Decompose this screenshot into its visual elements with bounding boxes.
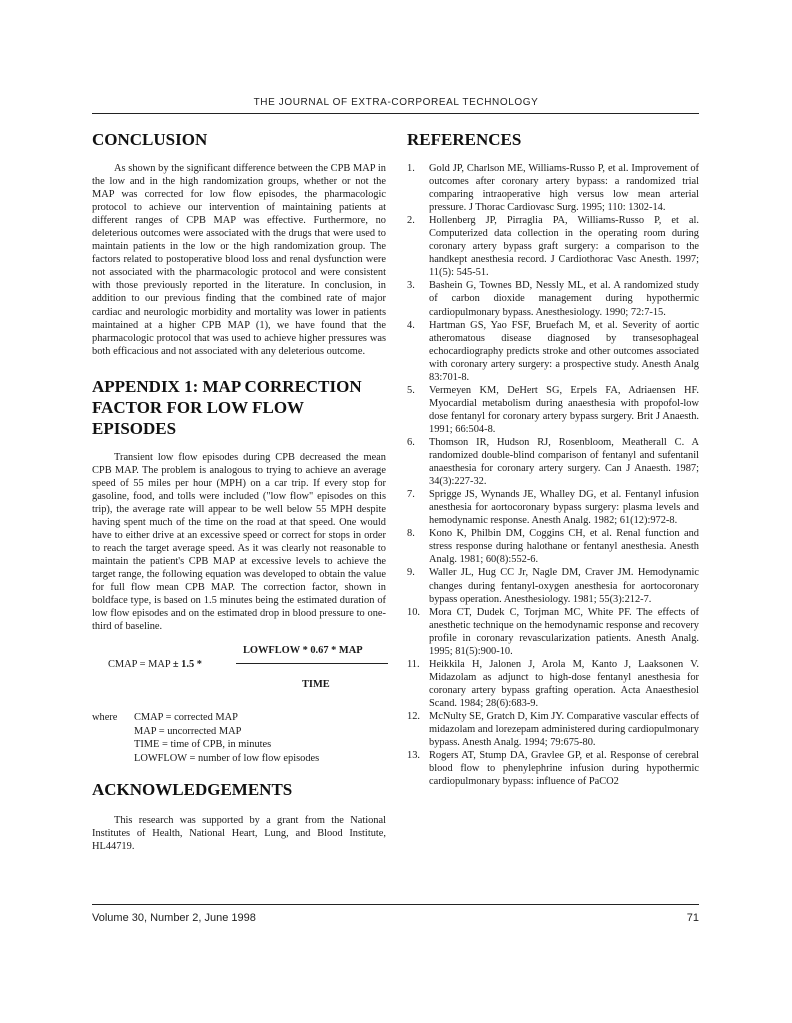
footer-page-number: 71: [686, 912, 699, 924]
acknowledgements-paragraph: This research was supported by a grant from the National Institutes of Health, National Heart, Lung, and Blood Institute, HL44719.: [92, 814, 386, 853]
reference-item: [407, 436, 699, 488]
reference-number: 10.: [407, 606, 420, 618]
footer-issue: Volume 30, Number 2, June 1998: [92, 912, 256, 924]
running-header: THE JOURNAL OF EXTRA-CORPOREAL TECHNOLOGY: [253, 97, 539, 108]
map-correction-formula: [92, 645, 386, 705]
formula-numerator: LOWFLOW * 0.67 * MAP: [243, 645, 363, 657]
conclusion-paragraph: As shown by the significant difference between the CPB MAP in the low and in the high randomization groups, whether or not the MAP was corrected for low flow episodes, the pharmacologic protocol to achieve our intervention of maintaining patients at different ranges of CPB MAP was effective. Furthermore, no deleterious outcomes were associated with the drugs that were used to maintain patients in the low or the high randomization group. The factors related to postoperative blood loss and renal dysfunction were not associated with the pharmacologic protocol and were consistent with those previously reported in the literature. In conclusion, in addition to our previous finding that the combined rate of major cardiac and neurologic morbidity and mortality was lower in patients maintained at a higher CPB MAP (1), we have found that the pharmacologic protocol that was used to achieve higher pressures was both efficacious and not associated with any deleterious outcome.: [92, 163, 386, 357]
reference-text: Rogers AT, Stump DA, Gravlee GP, et al. Response of cerebral blood flow to phenylephrine infusion during hypothermic cardiopulmonary bypass: influence of PaCO2: [429, 750, 699, 788]
definition-item: CMAP = corrected MAP: [134, 712, 238, 724]
conclusion-heading: CONCLUSION: [92, 130, 208, 149]
footer-rule: [92, 904, 699, 905]
formula-definitions: [92, 711, 386, 765]
reference-text: Hollenberg JP, Pirraglia PA, Williams-Russo P, et al. Computerized data collection in the operating room during coronary artery bypass graft surgery: a comparison to the handkept anesthesia record. J Cardiothorac Vasc Anesth. 1997; 11(5): 545-51.: [429, 215, 699, 279]
definition-item: TIME = time of CPB, in minutes: [134, 739, 272, 751]
formula-lhs: [108, 659, 202, 670]
reference-item: [407, 384, 699, 436]
reference-text: Heikkila H, Jalonen J, Arola M, Kanto J, Laaksonen V. Midazolam as adjunct to high-dose fentanyl anesthesia for coronary artery bypass grafting operation. Acta Anaesthesiol Scand. 1984; 28(6):683-9.: [429, 658, 699, 709]
appendix-paragraph: Transient low flow episodes during CPB decreased the mean CPB MAP. The problem is analogous to trying to achieve an average speed of 55 miles per hour (MPH) on a car trip. If every stop for gasoline, food, and tolls were included ("low flow" episodes on this trip), the average rate will appear to be well below 55 MPH despite having spent much of the time on the road at that speed. One would have to either drive at an excessive speed or correct for stops in order to reach the target average speed. As it was clearly not reasonable to maintain the patient's CPB MAP at excessive levels to achieve the target range, the following equation was developed to obtain the value for full flow mean CPB MAP. The correction factor, shown in boldface type, is based on 1.5 minutes being the estimated duration of low flow episodes and on the estimated drop in blood pressure to one-third of baseline.: [92, 451, 386, 633]
reference-text: Kono K, Philbin DM, Coggins CH, et al. Renal function and stress response during halothane or fentanyl anesthesia. Anesth Analg. 1981; 60(8):552-6.: [429, 528, 699, 566]
reference-text: Mora CT, Dudek C, Torjman MC, White PF. The effects of anesthetic technique on the hemodynamic response and recovery profile in coronary revascularization patients. Anesth Analg. 1995; 81(5):900-10.: [429, 606, 699, 657]
reference-number: 1.: [407, 163, 415, 174]
reference-number: 11.: [407, 658, 420, 670]
reference-number: 4.: [407, 319, 415, 331]
left-column: [92, 129, 386, 853]
reference-number: 12.: [407, 710, 420, 722]
reference-item: [407, 527, 699, 566]
reference-number: 13.: [407, 750, 420, 762]
reference-item: [407, 279, 699, 318]
reference-text: Gold JP, Charlson ME, Williams-Russo P, et al. Improvement of outcomes after coronary artery bypass: a randomized trial comparing intraoperative high versus low mean arterial pressure. J Thorac Cardiovasc Surg. 1995; 110: 1302-14.: [429, 163, 699, 214]
definition-item: LOWFLOW = number of low flow episodes: [134, 752, 320, 764]
reference-number: 7.: [407, 489, 415, 501]
reference-text: Waller JL, Hug CC Jr, Nagle DM, Craver JM. Hemodynamic changes during fentanyl-oxygen anesthesia for aortocoronary bypass operation. Anesthesiology. 1981; 55(3):212-7.: [429, 567, 699, 605]
reference-item: [407, 162, 699, 214]
reference-number: 9.: [407, 567, 415, 579]
formula-lhs-prefix: CMAP = MAP: [108, 659, 173, 671]
reference-text: Hartman GS, Yao FSF, Bruefach M, et al. Severity of aortic atheromatous disease diagnosed by transesophageal echocardiography predicts stroke and other outcomes associated with coronary artery surgery: a prospective study. Anesth Analg 83:701-8.: [429, 319, 699, 383]
formula-correction-factor: ± 1.5 *: [172, 659, 202, 671]
reference-text: Sprigge JS, Wynands JE, Whalley DG, et al. Fentanyl infusion anesthesia for aortocoronary bypass surgery: plasma levels and hemodynamic response. Anesth Analg. 1982; 61(12):972-8.: [429, 489, 699, 527]
reference-item: [407, 606, 699, 658]
reference-item: [407, 566, 699, 605]
references-heading: REFERENCES: [407, 130, 522, 149]
definition-item: MAP = uncorrected MAP: [134, 725, 242, 737]
header-rule: [92, 113, 699, 114]
reference-item: [407, 319, 699, 384]
reference-item: [407, 658, 699, 710]
reference-number: 5.: [407, 384, 415, 396]
formula-fraction-bar: [236, 663, 388, 664]
reference-item: [407, 710, 699, 749]
formula-denominator: TIME: [302, 679, 330, 691]
references-list: [407, 162, 699, 788]
right-column: [407, 129, 699, 788]
reference-text: McNulty SE, Gratch D, Kim JY. Comparative vascular effects of midazolam and lorezepam administered during cardiopulmonary bypass. Anesth Analg. 1994; 79:675-80.: [429, 710, 699, 749]
reference-item: [407, 214, 699, 279]
reference-text: Bashein G, Townes BD, Nessly ML, et al. A randomized study of carbon dioxide management during hypothermic cardiopulmonary bypass. Anesthesiology. 1990; 72:7-15.: [429, 280, 699, 318]
where-label: where: [92, 712, 118, 724]
appendix-heading: APPENDIX 1: MAP CORRECTION FACTOR FOR LOW FLOW EPISODES: [92, 376, 362, 438]
reference-number: 3.: [407, 280, 415, 292]
reference-number: 2.: [407, 215, 415, 227]
reference-text: Vermeyen KM, DeHert SG, Erpels FA, Adriaensen HF. Myocardial metabolism during anaesthesia with propofol-low dose fentanyl for coronary artery bypass surgery. Brit J Anaesth. 1991; 66:504-8.: [429, 384, 699, 435]
reference-item: [407, 488, 699, 527]
acknowledgements-heading: ACKNOWLEDGEMENTS: [92, 779, 293, 799]
reference-number: 8.: [407, 528, 415, 540]
reference-text: Thomson IR, Hudson RJ, Rosenbloom, Meatherall C. A randomized double-blind comparison of fentanyl and sufentanil anaesthesia for coronary artery surgery. Can J Anaesth. 1987; 34(3):227-32.: [429, 436, 699, 488]
reference-item: [407, 749, 699, 788]
reference-number: 6.: [407, 436, 415, 448]
